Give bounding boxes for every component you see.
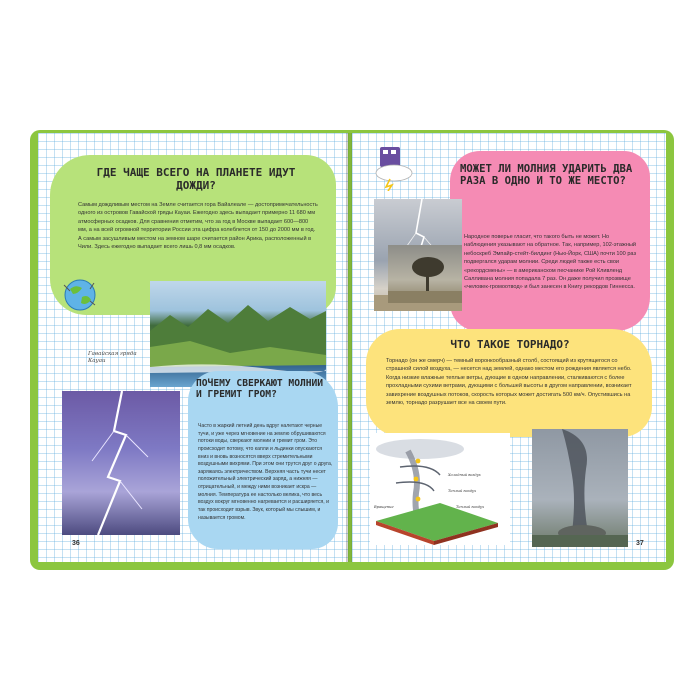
tornado-diagram (370, 433, 510, 545)
lightning-paragraph: Часто в жаркий летний день вдруг налетают черные тучи, и уже через мгновение на землю обрушиваются потоки воды, сверкают молнии и гремит гром. Это происходит потому, что капли и льдинки опускаются вниз и вновь возносятся вверх стремительными воздушными вихрями. При этом они трутся друг о друга, заряжаясь электричеством. Верхняя часть тучи несет положительный электрический заряд, а нижняя — отрицательный, и между ними возникает искра — молния. Температура ее настолько велика, что весь воздух вокруг мгновенно нагревается и расширяется, и так происходит взрыв. Звук, который мы слышим, и называется громом. (198, 423, 333, 521)
rain-heading: ГДЕ ЧАЩЕ ВСЕГО НА ПЛАНЕТЕ ИДУТ ДОЖДИ? (96, 166, 296, 192)
rain-paragraph: Самым дождливым местом на Земле считается гора Вайалеале — достопримечательность одного из островов Гавайской гряды Кауаи. Ежегодно здесь выпадает примерно 11 680 мм атмосферных осадков. Для сравнения отметим, что за год в Москве выпадает 600—800 мм, а на всей огромной территории России эта цифра колеблется от 150 до 2000 мм в год. А самым засушливым местом на земном шаре считается район Арика, расположенный в Чили. Здесь ежегодно выпадает всего лишь 0,8 мм осадков. (78, 202, 318, 250)
lone-tree-photo (388, 245, 462, 303)
strike-heading: МОЖЕТ ЛИ МОЛНИЯ УДАРИТЬ ДВА РАЗА В ОДНО И ТО ЖЕ МЕСТО? (460, 163, 633, 188)
strike-paragraph: Народное поверье гласит, что такого быть не может. Но наблюдения указывают на обратное. Так, например, 102-этажный небоскреб Эмпайр-стейт-билдинг (Нью-Йорк, США) почти 100 раз подвергался ударам молнии. Среди людей также есть свои «рекордсмены» — в американском песчанике Рой Кливленд Салливана молния попадала 7 раз. Он даже получил прозвище «человек-громоотвод» и был занесен в Книгу рекордов Гиннесса. (464, 234, 637, 291)
left-page (38, 133, 348, 562)
diagram-label-warm-air: Теплый воздух (448, 489, 477, 493)
weather-icon (370, 143, 418, 191)
lightning-heading: ПОЧЕМУ СВЕРКАЮТ МОЛНИИ И ГРЕМИТ ГРОМ? (196, 378, 324, 401)
tornado-paragraph: Торнадо (он же смерч) — темный воронкообразный столб, состоящий из крутящегося со страшной силой воздуха, — несется над землей, однако местом его рождения является небо. Когда низкие влажные теплые ветры, дующие в одном направлении, сталкиваются с более прохладными сухими ветрами, дующими с большей высоты в другом направлении, возникает завихрение воздушных потоков, скорость которых может достигать 500 км/ч. Опустившись на землю, торнадо разрушает все на своем пути. (386, 358, 632, 406)
diagram-label-cold-air: Холодный воздух (448, 473, 481, 477)
page-number-right: 37 (636, 540, 644, 547)
tornado-photo (532, 429, 628, 547)
globe-icon (60, 275, 100, 315)
diagram-label-rotation: Вращение (374, 505, 394, 509)
kauai-caption: Гавайская гряда Кауаи (88, 351, 137, 364)
lightning-photo (62, 391, 180, 535)
right-page (352, 133, 666, 562)
diagram-label-warm-air-2: Теплый воздух (456, 505, 485, 509)
page-number-left: 36 (72, 540, 80, 547)
tornado-heading: ЧТО ТАКОЕ ТОРНАДО? (450, 338, 570, 351)
